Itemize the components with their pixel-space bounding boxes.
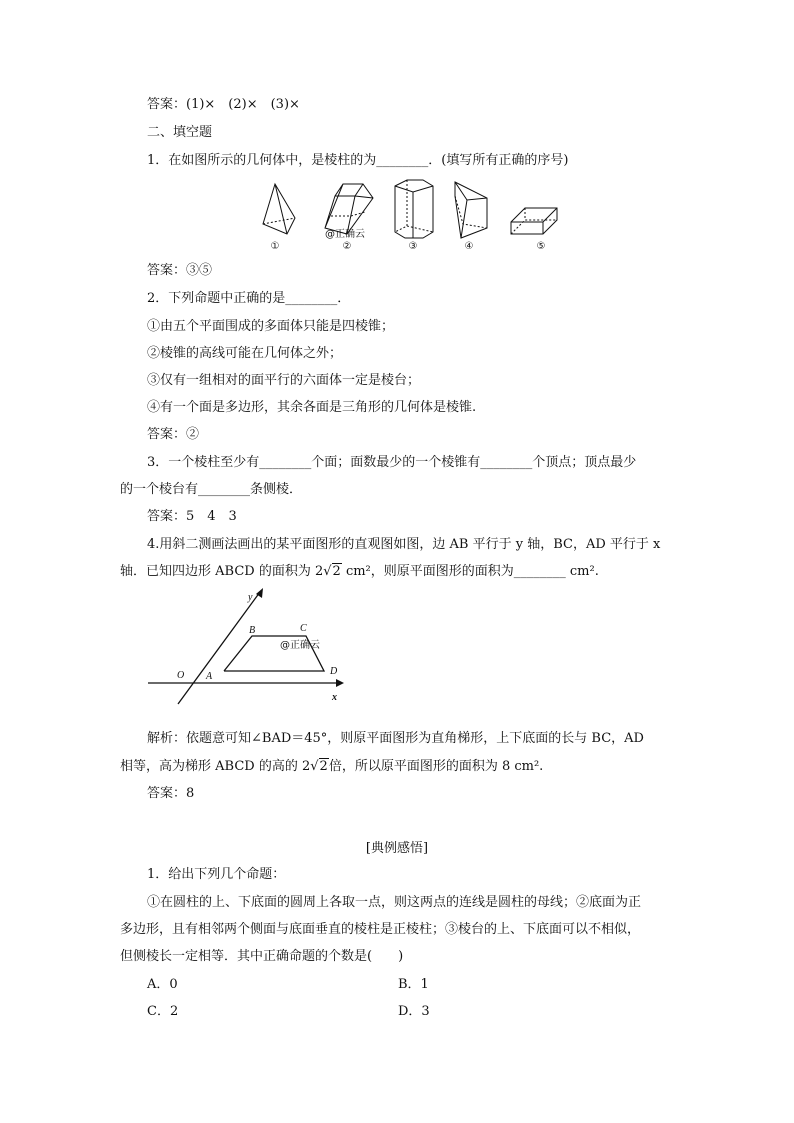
point-a: A	[206, 671, 213, 682]
solid-3	[395, 180, 433, 238]
option-line: ④有一个面是多边形，其余各面是三角形的几何体是棱锥.	[147, 400, 477, 415]
example-text: 但侧棱长一定相等．其中正确命题的个数是( )	[120, 949, 404, 964]
question-4: 4.用斜二测画法画出的某平面图形的直观图如图，边 AB 平行于 y 轴，BC，AD 平行于 x	[147, 537, 661, 552]
solids-figure	[255, 176, 565, 254]
solid-2	[325, 184, 373, 234]
solution-line: 解析：依题意可知∠BAD＝45°，则原平面图形为直角梯形，上下底面的长与 BC，AD	[147, 731, 644, 746]
answer-line: 答案：(1)× (2)× (3)×	[147, 97, 300, 112]
sqrt-sign: √2	[323, 564, 341, 579]
answer-line: 答案：8	[147, 786, 195, 801]
option-line: ①由五个平面围成的多面体只能是四棱锥；	[147, 319, 395, 334]
example-text: ①在圆柱的上、下底面的圆周上各取一点，则这两点的连线是圆柱的母线；②底面为正	[147, 895, 642, 910]
origin-label: O	[177, 670, 185, 681]
y-axis	[178, 592, 260, 704]
answer-line: 答案：5 4 3	[147, 509, 237, 524]
answer-line: 答案：②	[147, 427, 200, 442]
example-question: 1．给出下列几个命题：	[147, 867, 286, 882]
question-1: 1．在如图所示的几何体中，是棱柱的为________．(填写所有正确的序号)	[147, 153, 569, 168]
radicand: 2	[332, 564, 341, 579]
text: 倍，所以原平面图形的面积为 8 cm².	[328, 759, 544, 774]
solid-5	[511, 208, 557, 234]
label-2: ②	[342, 241, 352, 252]
x-arrow	[336, 679, 344, 687]
radicand: 2	[319, 759, 328, 774]
solid-1	[263, 184, 295, 234]
question-4-cont	[120, 563, 599, 581]
question-3-cont: 的一个棱台有________条侧棱．	[120, 482, 303, 497]
choice-d: D．3	[398, 1004, 430, 1019]
question-3: 3．一个棱柱至少有________个面；面数最少的一个棱锥有________个顶点；顶点最少	[147, 455, 637, 470]
section-title: [典例感悟]	[365, 841, 429, 856]
label-4: ④	[464, 241, 474, 252]
x-label: x	[332, 692, 337, 703]
point-d: D	[330, 666, 338, 677]
y-label: y	[248, 592, 253, 603]
choice-c: C．2	[147, 1004, 179, 1019]
option-line: ②棱锥的高线可能在几何体之外；	[147, 346, 343, 361]
solid-4	[455, 182, 487, 238]
solution-line	[120, 758, 543, 776]
answer-line: 答案：③⑤	[147, 263, 213, 278]
question-2: 2．下列命题中正确的是________．	[147, 291, 351, 306]
text: cm²，则原平面图形的面积为________ cm².	[341, 564, 599, 579]
watermark: @正确云	[280, 640, 320, 651]
sqrt-sign: √2	[310, 759, 328, 774]
watermark: @正确云	[325, 229, 365, 240]
example-text: 多边形，且有相邻两个侧面与底面垂直的棱柱是正棱柱；③棱台的上、下底面可以不相似，	[120, 922, 641, 937]
label-1: ①	[270, 241, 280, 252]
oblique-figure	[148, 586, 358, 706]
section-heading: 二、填空题	[147, 125, 213, 140]
choice-a: A．0	[147, 977, 178, 992]
choice-b: B．1	[398, 977, 429, 992]
label-5: ⑤	[536, 241, 546, 252]
text: 轴．已知四边形 ABCD 的面积为 2	[120, 564, 324, 579]
label-3: ③	[408, 241, 418, 252]
point-c: C	[300, 623, 307, 634]
point-b: B	[249, 625, 256, 636]
text: 相等，高为梯形 ABCD 的高的 2	[120, 759, 311, 774]
option-line: ③仅有一组相对的面平行的六面体一定是棱台；	[147, 373, 421, 388]
